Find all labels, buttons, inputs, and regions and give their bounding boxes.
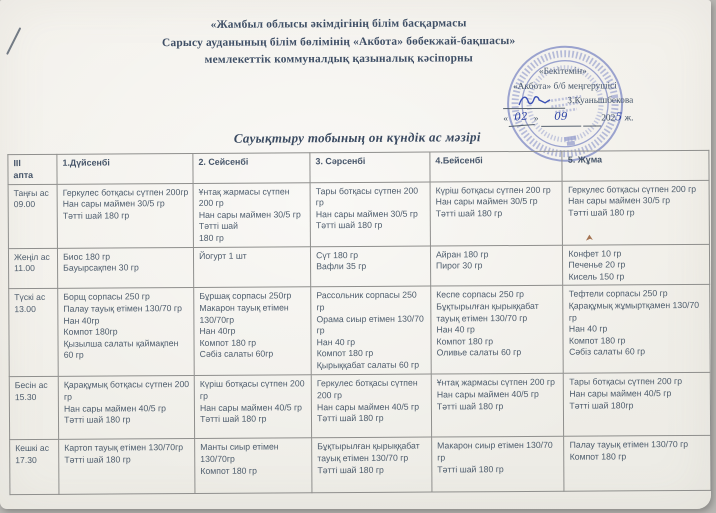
menu-cell: Сүт 180 гр Вафли 35 гр <box>311 246 431 287</box>
director-label: «Акбота» б/б меңгерушісі <box>512 80 617 92</box>
menu-cell: Палау тауық етімен 130/70 гр Компот 180 гр <box>564 436 711 492</box>
menu-cell: Макарон сиыр етімен 130/70 гр Тәтті шай 180 гр <box>432 437 565 493</box>
signature-line <box>501 93 711 109</box>
meal-time-cell: Жеңіл ас 11.00 <box>8 248 57 289</box>
menu-cell: Геркулес ботқасы сүтпен 200гр Нан сары маймен 30/5 гр Тәтті шай 180 гр <box>57 183 193 248</box>
col-header-friday: 5. Жұма <box>562 150 709 181</box>
menu-cell: Тары ботқасы сүтпен 200 гр Нан сары маймен 40/5 гр Тәтті шай 180гр <box>564 373 711 437</box>
org-header-line: Сарысу ауданының білім бөлімінің «Акбота» бөбекжай-бақшасы» <box>161 34 516 49</box>
approval-block <box>501 64 711 127</box>
table-header-row <box>8 150 709 184</box>
menu-table <box>7 150 711 496</box>
date-day: 02 <box>507 108 534 127</box>
menu-cell: Кеспе сорпасы 250 гр Бұқтырылған қырыққабат тауық етімен 130/70 гр Нан 40 гр Компот 180 гр Оливье салаты 60 гр <box>431 286 564 375</box>
date-month: 09 <box>541 109 581 127</box>
menu-cell: Манты сиыр етімен 130/70гр Компот 180 гр <box>195 438 312 494</box>
menu-cell: Борщ сорпасы 250 гр Палау тауық етімен 130/70 гр Нан 40гр Компот 180гр Қызылша салаты қаймақпен 60 гр <box>58 288 195 377</box>
date-open-quote: « <box>503 114 508 125</box>
date-close-quote: » <box>533 114 539 125</box>
menu-cell: Күріш ботқасы сүтпен 200 гр Нан сары маймен 40/5 гр Тәтті шай 180 гр <box>194 375 311 439</box>
date-year-printed: 202 <box>601 113 616 124</box>
page-title: Сауықтыру тобының он күндік ас мәзірі <box>233 129 481 146</box>
menu-cell: Картоп тауық етімен 130/70гр Тәтті шай 180 гр <box>59 439 195 495</box>
col-header-wednesday: 3. Сәрсенбі <box>310 152 430 182</box>
date-suffix: ж. <box>624 113 634 124</box>
table-row <box>9 285 711 377</box>
menu-cell: Ұнтақ жармасы сүтпен 200 гр Нан сары маймен 30/5 гр Тәтті шай 180 гр <box>193 182 310 247</box>
pen-slash-mark <box>6 27 21 55</box>
menu-cell: Бұқтырылған қырыққабат тауық етімен 130/70 гр Тәтті шай 180 гр <box>312 437 432 493</box>
signature-squiggle-icon <box>517 94 553 108</box>
signature <box>503 94 565 109</box>
meal-time-cell: Түскі ас 13.00 <box>9 289 59 377</box>
director-name: З.Куанышбекова <box>567 95 634 107</box>
meal-time-cell: Кешкі ас 17.30 <box>10 440 59 495</box>
approval-date <box>501 108 711 127</box>
menu-cell: Тефтели сорпасы 250 гр Қарақұмық жұмыртқамен 130/70 гр Нан 40 гр Компот 180 гр Сәбіз салаты 60 гр <box>563 285 710 374</box>
menu-cell: Қарақұмық ботқасы сүтпен 200 гр Нан сары маймен 40/5 гр Тәтті шай 180 гр <box>58 376 194 440</box>
menu-cell: Рассольник сорпасы 250 гр Орама сиыр етімен 130/70 гр Нан 40 гр Компот 180 гр Қырыққабат салаты 60 гр <box>311 286 431 375</box>
org-header-line: мемлекеттік коммуналдық қазыналық кәсіпорны <box>204 52 473 67</box>
org-header-line: «Жамбыл облысы әкімдігінің білім басқармасы <box>210 17 467 31</box>
menu-cell: Йогурт 1 шт <box>193 246 310 287</box>
meal-time-cell: Таңғы ас 09.00 <box>8 184 57 248</box>
menu-cell: Геркулес ботқасы сүтпен 200 гр Нан сары маймен 40/5 гр Тәтті шай 180 гр <box>311 374 431 438</box>
table-row <box>10 436 711 495</box>
col-header-thursday: 4.Бейсенбі <box>430 151 563 181</box>
menu-cell: Биос 180 гр Бауырсақпен 30 гр <box>58 247 194 289</box>
date-year-hand: 5 <box>614 110 623 124</box>
table-row <box>8 244 709 289</box>
menu-cell: Конфет 10 гр Печенье 20 гр Кисель 150 гр <box>563 244 710 286</box>
menu-cell: Ұнтақ жармасы сүтпен 200 гр Нан сары маймен 40/5 гр Тәтті шай 180 гр <box>431 374 564 438</box>
menu-cell: Геркулес ботқасы сүтпен 200 гр Нан сары маймен 30/5 гр Тәтті шай 180 гр <box>563 180 710 245</box>
col-header-week: ІІІ апта <box>8 154 57 184</box>
menu-cell: Тары ботқасы сүтпен 200 гр Нан сары маймен 30/5 гр Тәтті шай 180 гр <box>310 182 430 247</box>
col-header-tuesday: 2. Сейсенбі <box>193 153 310 183</box>
meal-time-cell: Бесін ас 15.30 <box>9 377 58 440</box>
approve-label: «Бекітемін» <box>538 66 587 77</box>
col-header-monday: 1.Дүйсенбі <box>57 153 193 184</box>
menu-cell: Бұршақ сорпасы 250гр Макарон тауық етімен 130/70гр Нан 40гр Компот 180 гр Сәбіз салаты 60гр <box>194 287 312 376</box>
table-row <box>8 180 709 248</box>
table-row <box>9 373 710 440</box>
menu-cell: Айран 180 гр Пирог 30 гр <box>430 245 563 286</box>
menu-cell: Күріш ботқасы сүтпен 200 гр Нан сары маймен 30/5 гр Тәтті шай 180 гр <box>430 181 563 246</box>
